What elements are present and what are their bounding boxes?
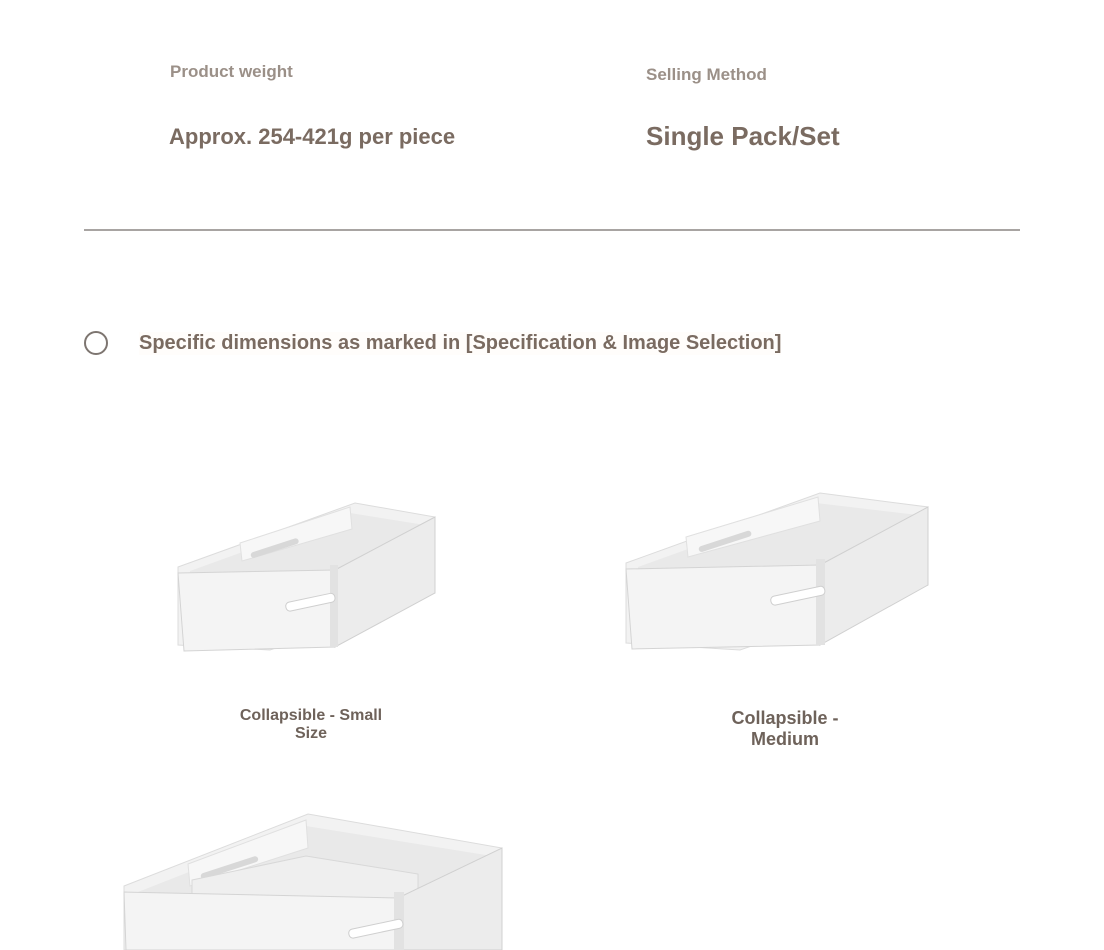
storage-box-medium-icon bbox=[620, 485, 935, 657]
weight-value: Approx. 254-421g per piece bbox=[169, 124, 456, 149]
circle-bullet-icon bbox=[84, 331, 108, 355]
product-image-large[interactable] bbox=[118, 808, 508, 950]
product-image-small[interactable] bbox=[170, 495, 445, 660]
product-caption-medium: Collapsible - Medium bbox=[731, 708, 839, 749]
storage-box-large-icon bbox=[118, 808, 508, 950]
weight-label: Product weight bbox=[170, 62, 293, 81]
section-divider bbox=[84, 229, 1020, 231]
product-caption-small: Collapsible - Small Size bbox=[239, 707, 383, 742]
dimension-note bbox=[84, 330, 781, 356]
product-image-medium[interactable] bbox=[620, 485, 935, 657]
selling-method-value: Single Pack/Set bbox=[646, 121, 840, 151]
selling-method-label: Selling Method bbox=[646, 65, 767, 84]
dimension-note-text: Specific dimensions as marked in [Specification & Image Selection] bbox=[139, 331, 782, 354]
storage-box-small-icon bbox=[170, 495, 445, 660]
